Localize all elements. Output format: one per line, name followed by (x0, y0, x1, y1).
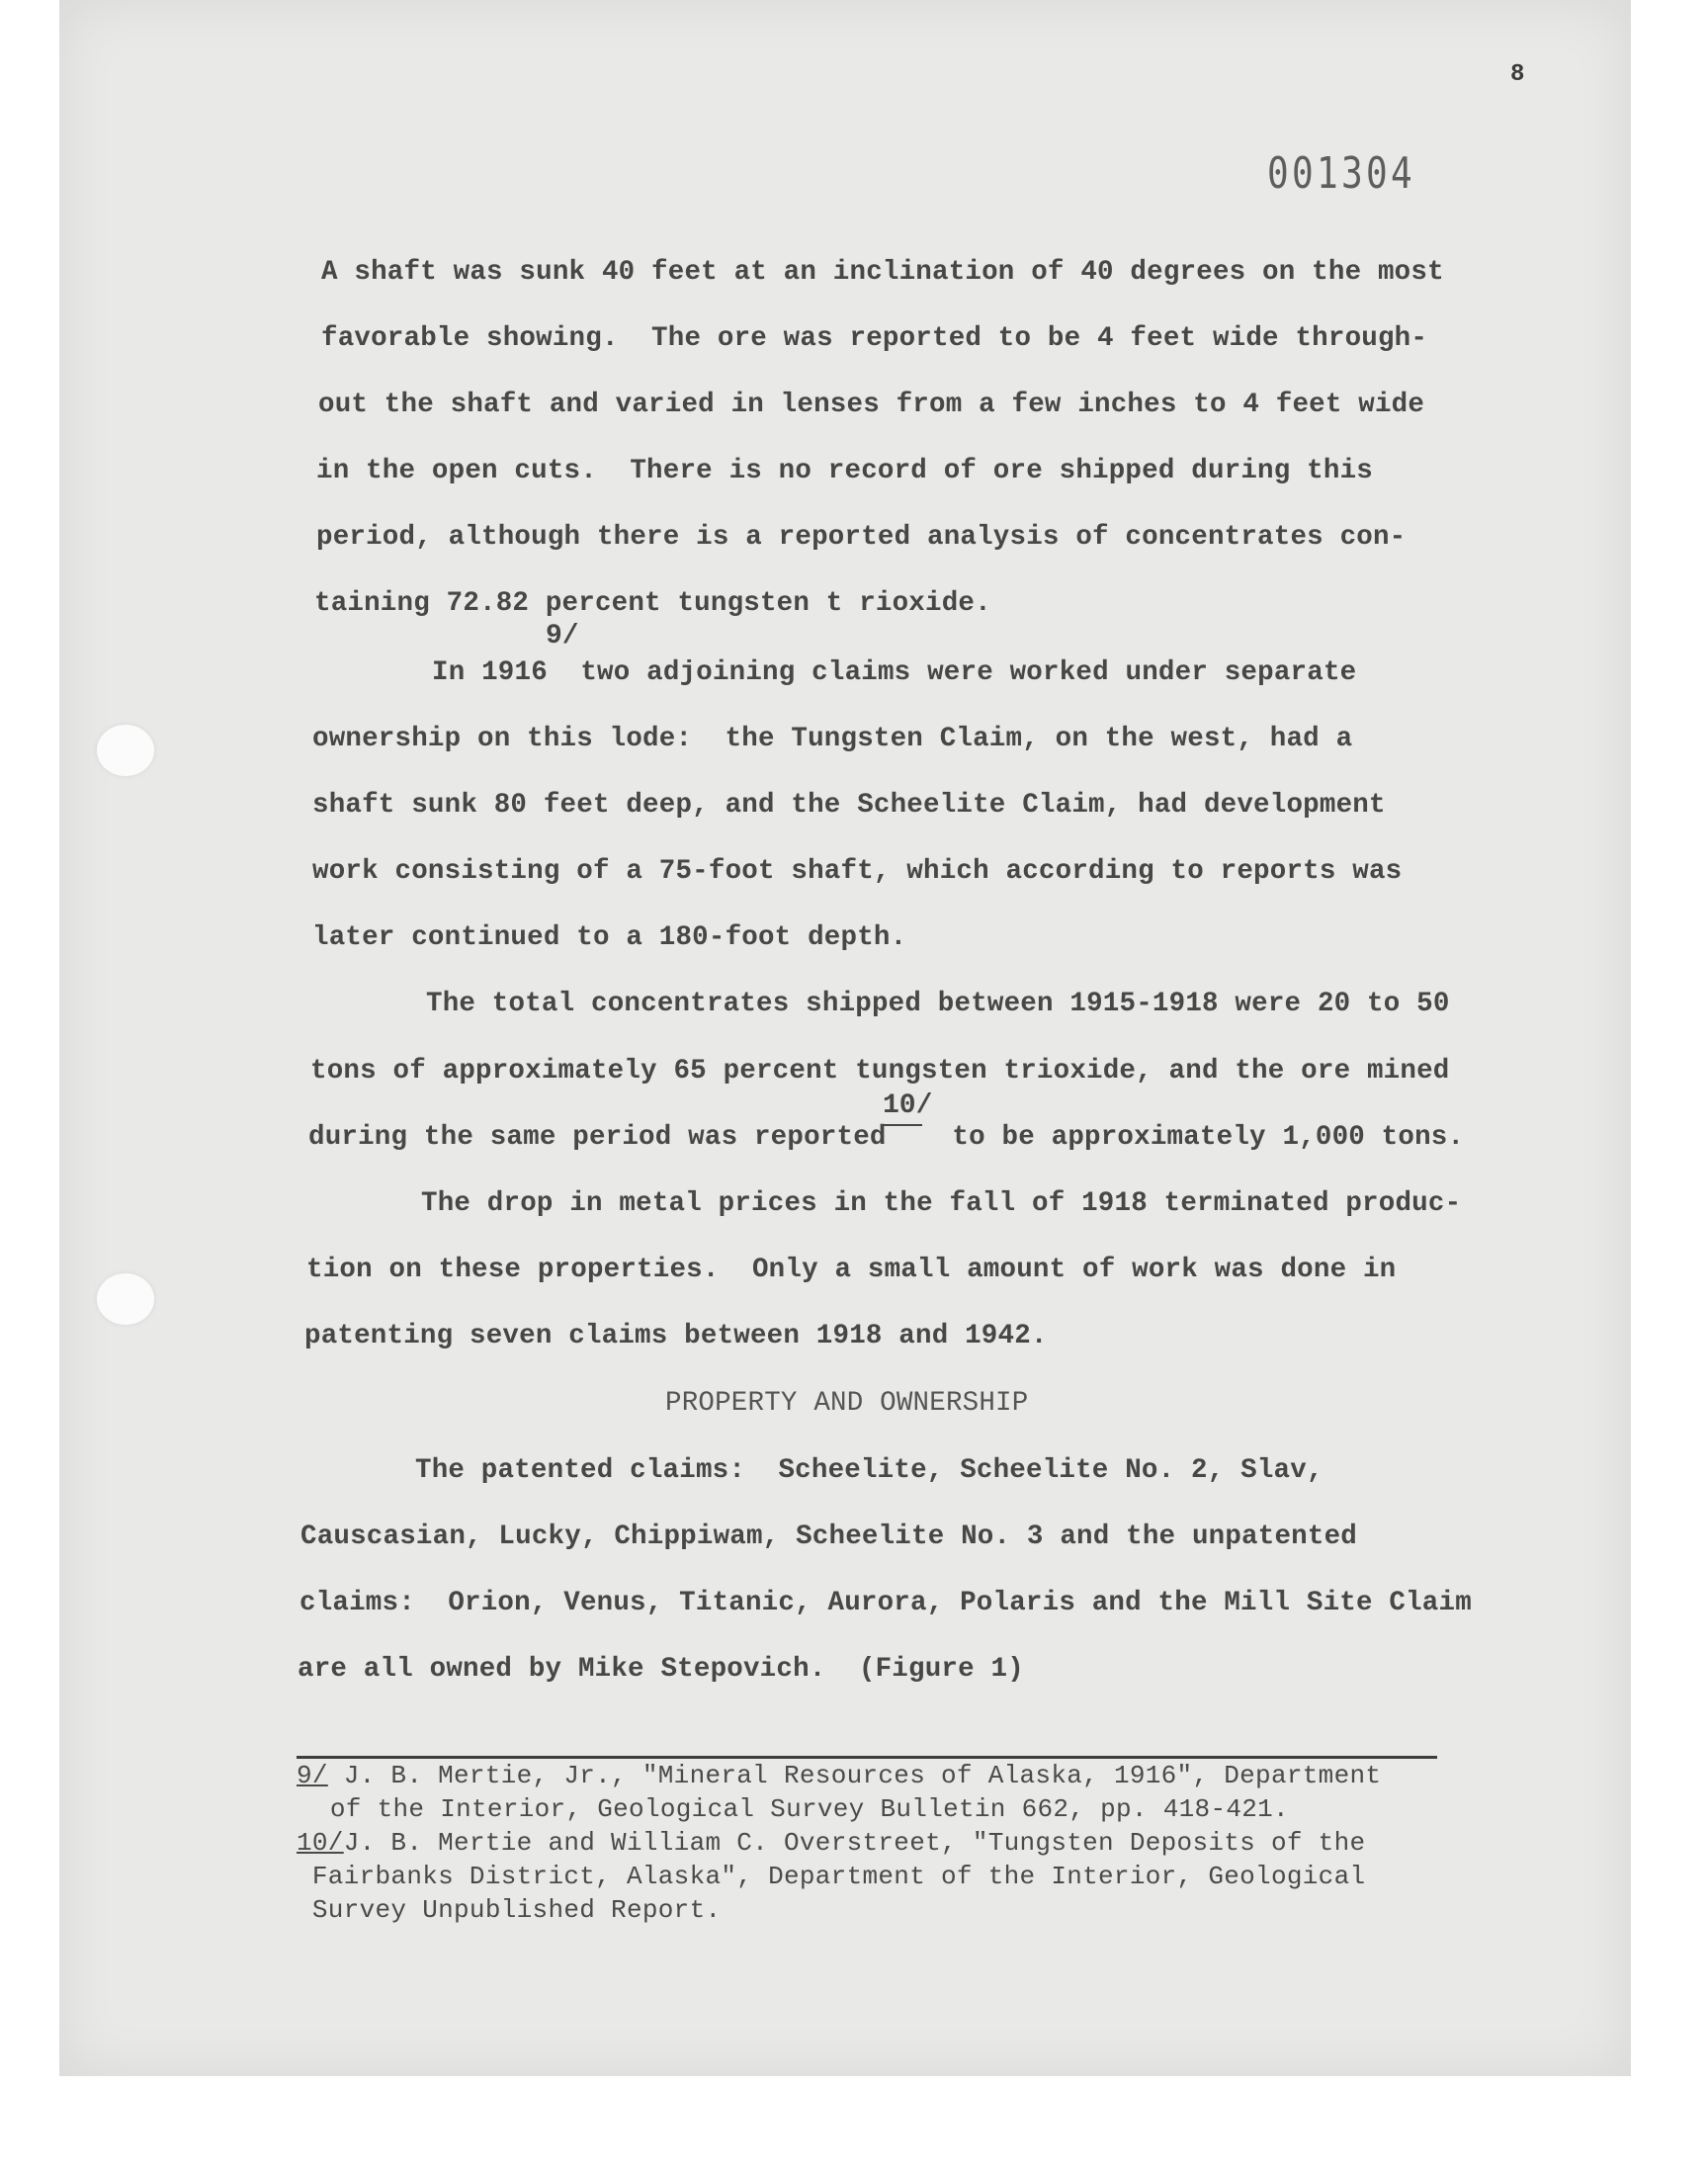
punch-hole (97, 1273, 154, 1325)
page-number: 8 (1510, 61, 1525, 88)
footnote-reference-9: 9/ (546, 621, 579, 652)
body-line: during the same period was reported to be approximately 1,000 tons. (308, 1122, 1465, 1153)
body-line: out the shaft and varied in lenses from a few inches to 4 feet wide (318, 390, 1425, 420)
body-line: tion on these properties. Only a small amount of work was done in (306, 1255, 1397, 1285)
footnote-number: 10/ (297, 1828, 344, 1858)
footnote-text: J. B. Mertie, Jr., "Mineral Resources of Alaska, 1916", Department (327, 1761, 1382, 1790)
footnote-text: of the Interior, Geological Survey Bulletin 662, pp. 418-421. (314, 1794, 1289, 1824)
footnote-text: Survey Unpublished Report. (297, 1895, 722, 1925)
footnote-text: J. B. Mertie and William C. Overstreet, "Tungsten Deposits of the (343, 1828, 1366, 1858)
body-line: The total concentrates shipped between 1915-1918 were 20 to 50 (426, 989, 1450, 1019)
body-line: in the open cuts. There is no record of ore shipped during this (316, 456, 1373, 486)
document-stamp-number: 001304 (1267, 148, 1416, 199)
body-line: The drop in metal prices in the fall of 1918 terminated produc- (421, 1188, 1462, 1219)
body-line: patenting seven claims between 1918 and 1942. (304, 1321, 1048, 1351)
body-line: shaft sunk 80 feet deep, and the Scheelite Claim, had development (312, 790, 1386, 821)
body-line: ownership on this lode: the Tungsten Claim, on the west, had a (312, 724, 1353, 754)
body-line: claims: Orion, Venus, Titanic, Aurora, Polaris and the Mill Site Claim (299, 1588, 1472, 1618)
scan-margin (0, 2106, 1708, 2175)
section-heading: PROPERTY AND OWNERSHIP (665, 1388, 1029, 1419)
body-line: later continued to a 180-foot depth. (312, 922, 907, 953)
punch-hole (97, 725, 154, 776)
body-line: work consisting of a 75-foot shaft, which according to reports was (312, 856, 1403, 887)
body-line: are all owned by Mike Stepovich. (Figure 1) (298, 1654, 1024, 1685)
footnote-text: Fairbanks District, Alaska", Department of the Interior, Geological (297, 1862, 1366, 1891)
body-line: A shaft was sunk 40 feet at an inclination of 40 degrees on the most (321, 257, 1444, 288)
body-line: Causcasian, Lucky, Chippiwam, Scheelite No. 3 and the unpatented (300, 1522, 1357, 1552)
footnote-9 (297, 1761, 1381, 1790)
body-line: favorable showing. The ore was reported to be 4 feet wide through- (321, 323, 1428, 354)
body-line: period, although there is a reported analysis of concentrates con- (316, 522, 1407, 553)
body-line: taining 72.82 percent tungsten t rioxide. (314, 588, 991, 619)
body-line: The patented claims: Scheelite, Scheelite No. 2, Slav, (415, 1455, 1324, 1486)
footnote-divider (297, 1756, 1437, 1759)
footnote-number: 9/ (297, 1761, 328, 1790)
body-line: In 1916 two adjoining claims were worked under separate (432, 657, 1357, 688)
body-line: tons of approximately 65 percent tungsten trioxide, and the ore mined (310, 1056, 1450, 1087)
footnote-reference-10: 10/ (883, 1090, 933, 1121)
footnote-10 (297, 1828, 1365, 1858)
